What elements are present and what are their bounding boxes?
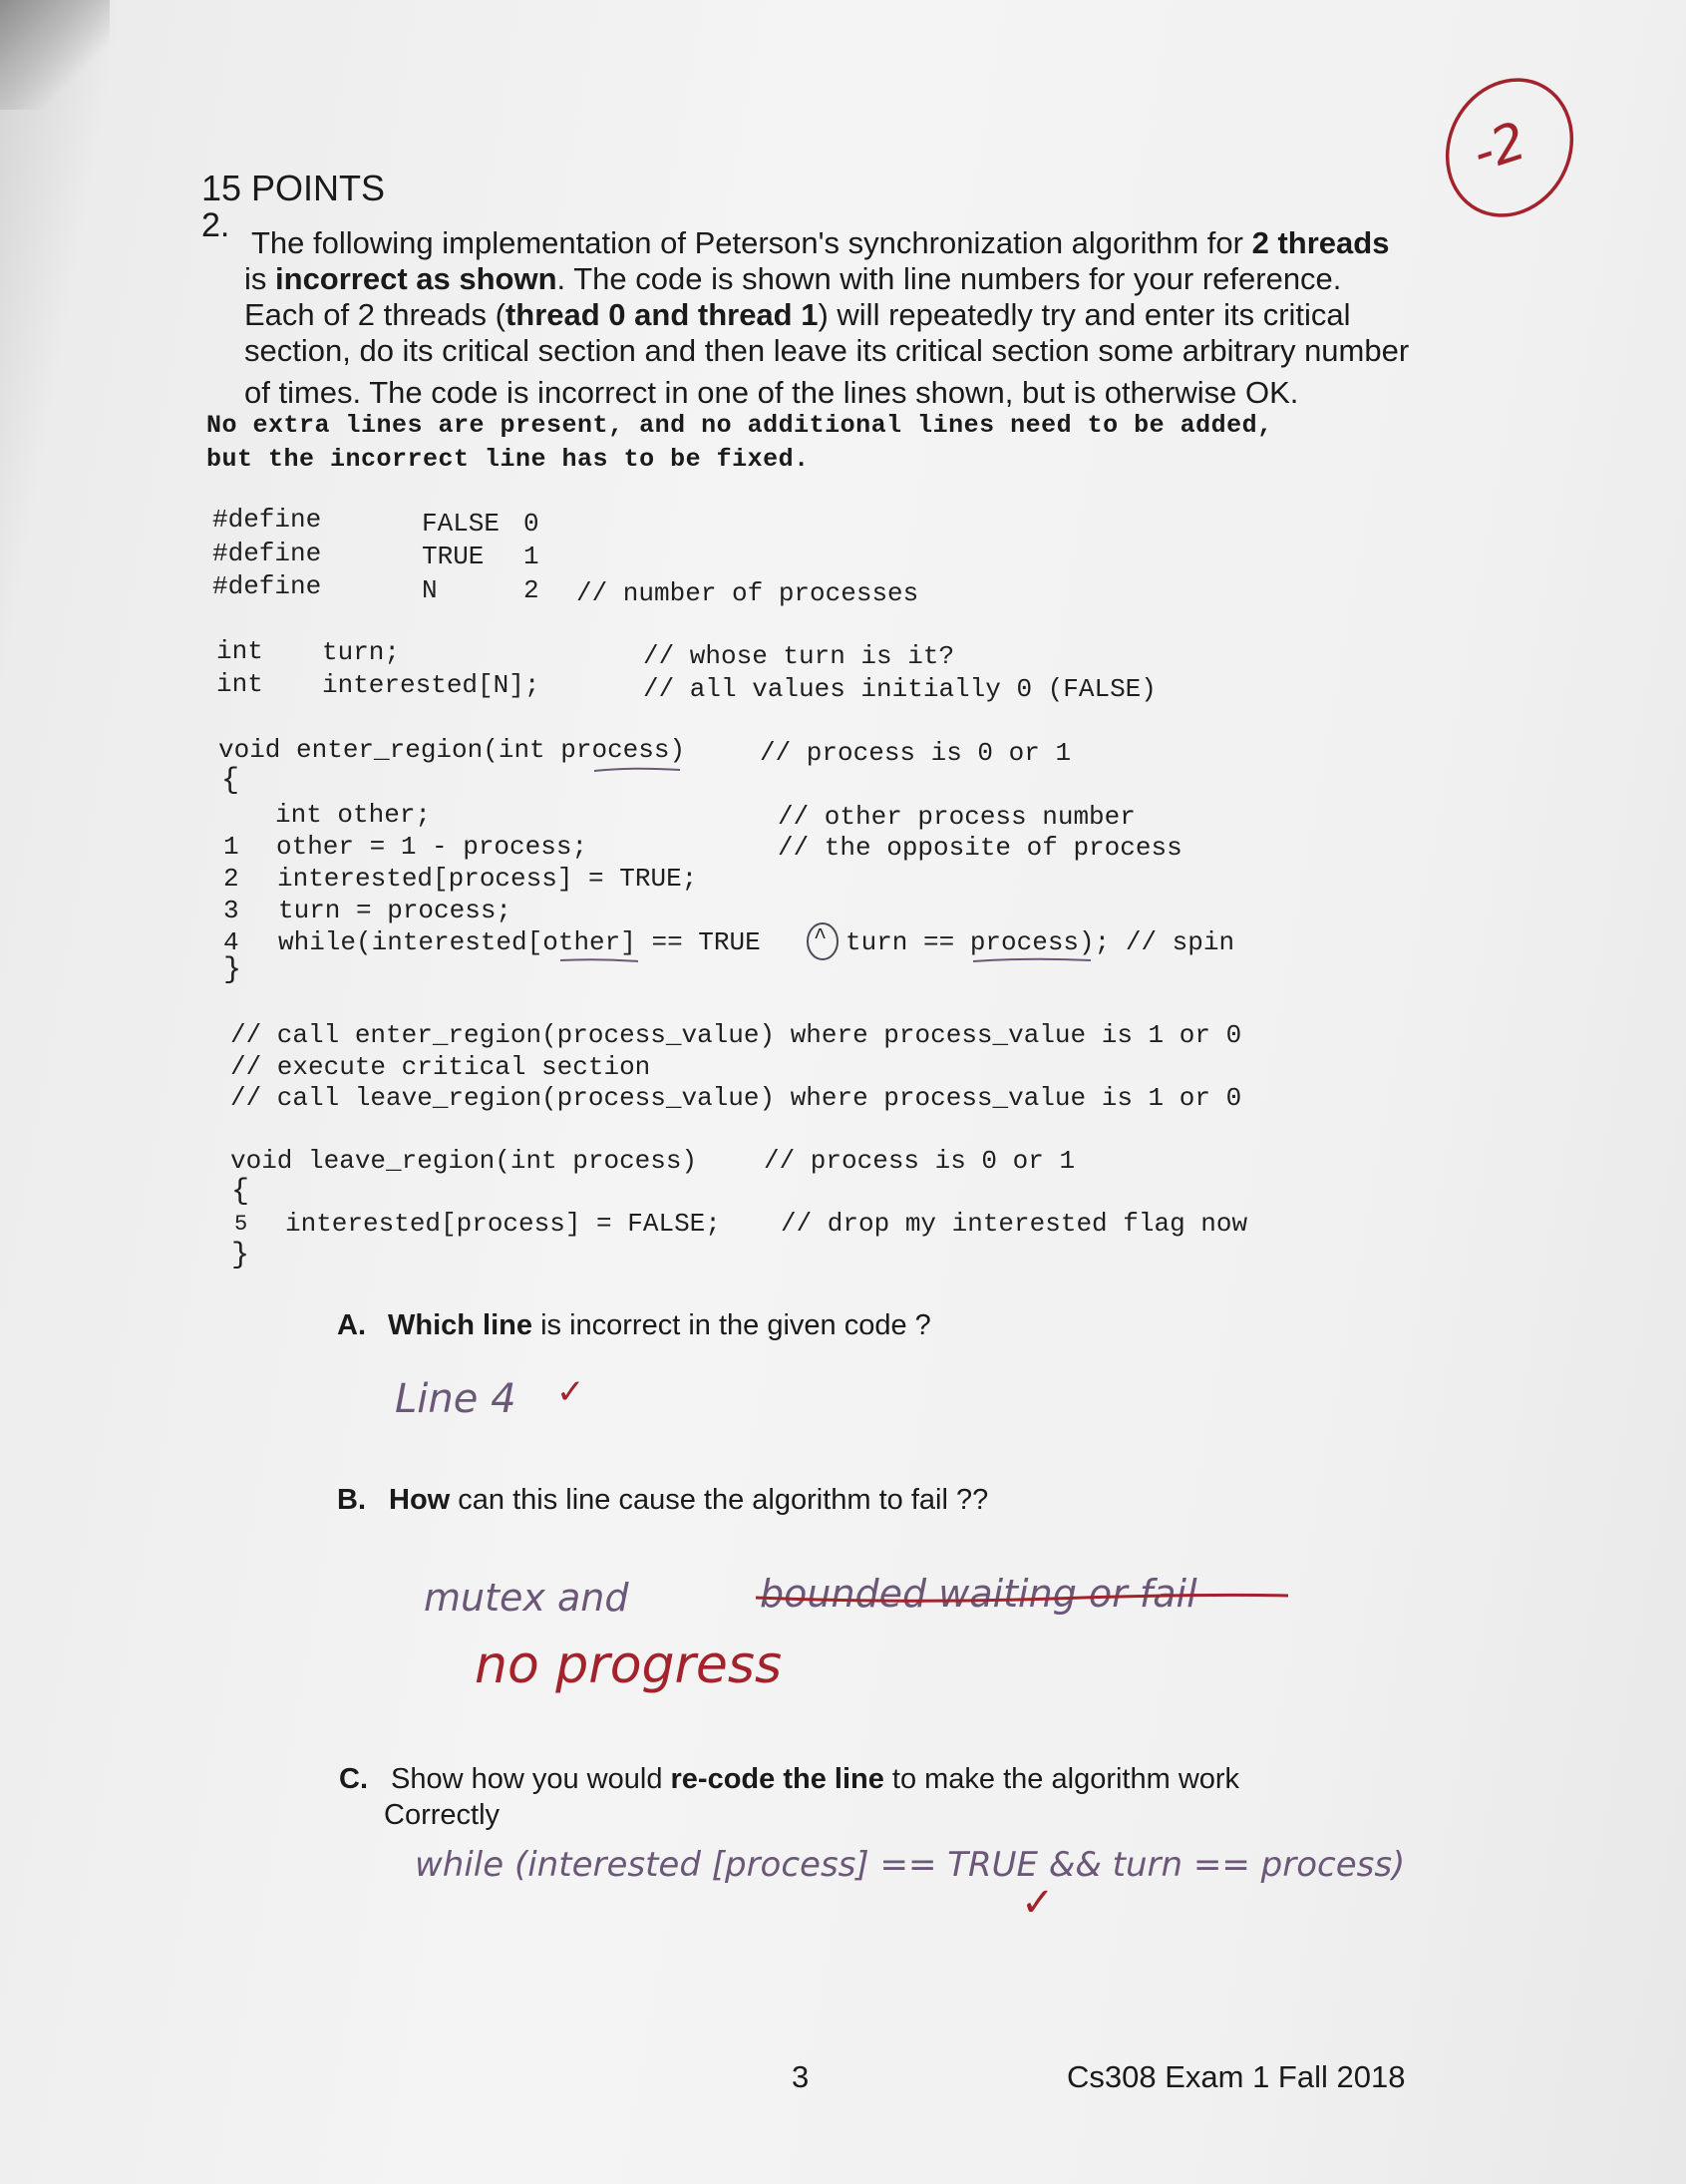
question-line-5: of times. The code is incorrect in one of the lines shown, but is otherwise OK. — [244, 375, 1299, 410]
line-comment-5: // drop my interested flag now — [781, 1209, 1248, 1239]
q3-text-c: ) will repeatedly try and enter its critical — [818, 297, 1351, 332]
leave-close-brace: } — [231, 1239, 250, 1273]
define-kw-3: #define — [212, 571, 322, 601]
define-kw-1: #define — [212, 505, 322, 535]
part-c-text-b: to make the algorithm work — [891, 1763, 1240, 1795]
part-b-answer-2: no progress — [475, 1636, 783, 1695]
call-comment-2: // execute critical section — [230, 1052, 651, 1082]
part-c-answer: while (interested [process] == TRUE && turn == process) — [415, 1845, 1406, 1885]
define-val-1: 0 — [523, 509, 539, 539]
note-line-2: but the incorrect line has to be fixed. — [206, 445, 810, 474]
part-a-letter: A. — [337, 1309, 366, 1341]
underline-other — [558, 955, 640, 965]
enter-region-comment: // process is 0 or 1 — [760, 738, 1072, 768]
enter-close-brace: } — [223, 953, 242, 987]
global-type-2: int — [216, 669, 263, 699]
leave-open-brace: { — [231, 1175, 250, 1209]
leave-region-signature: void leave_region(int process) — [230, 1146, 698, 1176]
line-num-2: 2 — [223, 864, 239, 894]
part-b-question — [389, 1484, 988, 1517]
part-a-rest: is incorrect in the given code ? — [540, 1309, 931, 1341]
enter-open-brace: { — [221, 764, 240, 798]
part-c-check: ✓ — [1021, 1880, 1055, 1926]
global-comment-1: // whose turn is it? — [643, 641, 955, 671]
part-c-label — [339, 1763, 368, 1796]
line-code-3: turn = process; — [278, 896, 512, 925]
note-line-1: No extra lines are present, and no additional lines need to be added, — [206, 411, 1273, 440]
local-comment: // other process number — [778, 802, 1136, 832]
strikethrough-line — [754, 1586, 1292, 1608]
part-c-bold: re-code the line — [670, 1763, 884, 1795]
exam-footer: Cs308 Exam 1 Fall 2018 — [1067, 2059, 1406, 2094]
q3-text-a: Each of 2 threads ( — [244, 297, 506, 332]
question-line-2 — [244, 261, 1341, 297]
part-a-check: ✓ — [556, 1372, 585, 1412]
define-val-2: 1 — [523, 542, 539, 571]
part-a-bold: Which line — [388, 1309, 532, 1341]
part-b-letter: B. — [337, 1484, 366, 1516]
underline-process — [592, 765, 684, 775]
line-num-1: 1 — [223, 832, 239, 862]
line-num-5: 5 — [234, 1212, 248, 1237]
underline-process-2 — [971, 955, 1093, 965]
part-a-label — [337, 1309, 366, 1342]
define-name-2: TRUE — [422, 542, 485, 571]
call-comment-1: // call enter_region(process_value) where process_value is 1 or 0 — [230, 1020, 1242, 1050]
part-b-bold: How — [389, 1484, 451, 1516]
part-b-rest: can this line cause the algorithm to fail ?? — [458, 1484, 989, 1516]
line-num-3: 3 — [223, 896, 239, 925]
part-b-struck-text: bounded waiting or fail — [760, 1572, 1197, 1616]
q1-bold: 2 threads — [1251, 225, 1390, 260]
line-code-5: interested[process] = FALSE; — [285, 1209, 721, 1239]
part-c-letter: C. — [339, 1763, 368, 1795]
question-number: 2. — [201, 206, 230, 244]
part-a-answer: Line 4 — [395, 1376, 516, 1422]
part-c-question — [391, 1763, 1239, 1796]
part-a-question — [388, 1309, 931, 1342]
q1-text: The following implementation of Peterson's synchronization algorithm for — [251, 225, 1243, 260]
line-code-2: interested[process] = TRUE; — [277, 864, 698, 894]
q2-text-c: . The code is shown with line numbers for your reference. — [556, 261, 1342, 296]
define-name-3: N — [422, 575, 438, 605]
leave-region-comment: // process is 0 or 1 — [764, 1146, 1076, 1176]
grade-score: -2 — [1465, 111, 1533, 184]
line-code-4-caret: ^ — [814, 925, 828, 950]
page-number: 3 — [792, 2059, 810, 2094]
question-line-3 — [244, 297, 1351, 333]
part-c-line-2: Correctly — [384, 1799, 501, 1831]
line-code-1: other = 1 - process; — [276, 832, 588, 862]
question-line-1 — [251, 225, 1389, 261]
question-line-4: section, do its critical section and then leave its critical section some arbitrary number — [244, 333, 1410, 368]
points-heading: 15 POINTS — [201, 168, 386, 208]
part-c-text-a: Show how you would — [391, 1763, 663, 1795]
line-code-4b: turn == process); // spin — [845, 927, 1235, 957]
q2-text-a: is — [244, 261, 267, 296]
global-type-1: int — [216, 636, 263, 666]
q3-bold: thread 0 and thread 1 — [505, 297, 819, 332]
define-comment-3: // number of processes — [576, 578, 919, 608]
local-decl: int other; — [275, 800, 432, 830]
enter-region-signature: void enter_region(int process) — [218, 735, 686, 765]
part-b-label — [337, 1484, 366, 1517]
part-b-answer-1: mutex and — [424, 1576, 629, 1620]
define-kw-2: #define — [212, 539, 322, 568]
global-decl-1: turn; — [322, 637, 401, 667]
global-decl-2: interested[N]; — [322, 670, 540, 700]
global-comment-2: // all values initially 0 (FALSE) — [643, 674, 1157, 704]
line-code-4a: while(interested[other] == TRUE — [278, 927, 761, 957]
call-comment-3: // call leave_region(process_value) where process_value is 1 or 0 — [230, 1083, 1242, 1113]
q2-bold: incorrect as shown — [275, 261, 557, 296]
page-corner-shadow — [0, 0, 110, 110]
line-num-4: 4 — [223, 927, 239, 957]
line-comment-1: // the opposite of process — [778, 833, 1182, 863]
define-name-1: FALSE — [422, 509, 501, 539]
define-val-3: 2 — [523, 575, 539, 605]
